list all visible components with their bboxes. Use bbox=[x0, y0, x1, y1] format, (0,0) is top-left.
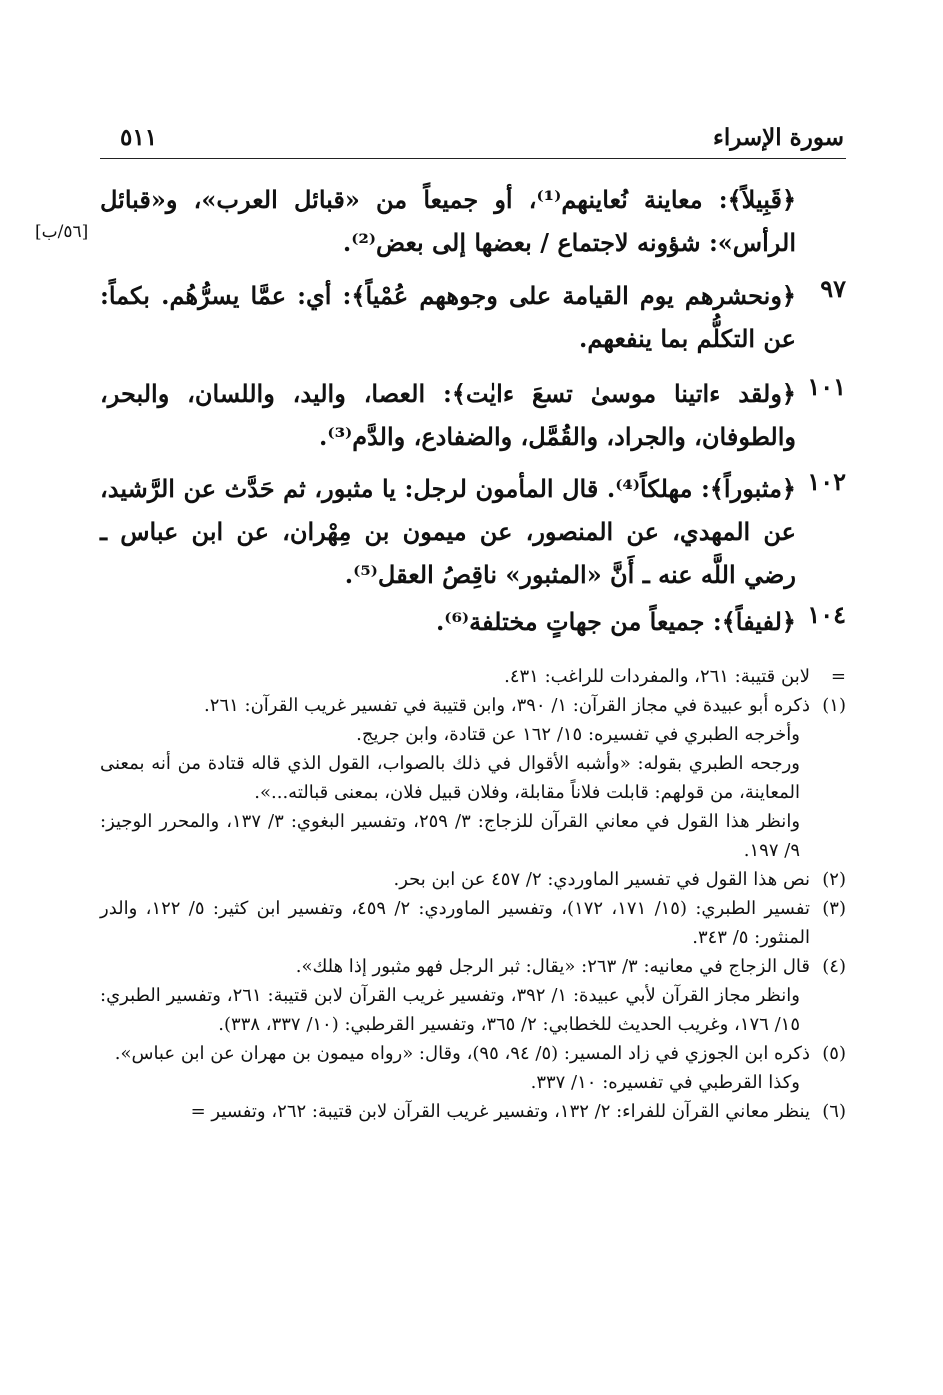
footnote-line: وأخرجه الطبري في تفسيره: ١٥/ ١٦٢ عن قتادة، وابن جريج. bbox=[356, 724, 800, 745]
entry-text: ﴿لفيفاً﴾: جميعاً من جهاتٍ مختلفة⁽⁶⁾. bbox=[435, 607, 796, 636]
footnote-line: ينظر معاني القرآن للفراء: ٢/ ١٣٢، وتفسير غريب القرآن لابن قتيبة: ٢٦٢، وتفسير = bbox=[190, 1101, 810, 1122]
footnote-2 bbox=[100, 865, 846, 894]
footnote-number: (٥) bbox=[822, 1043, 846, 1064]
verse-number: ٩٧ bbox=[820, 274, 846, 303]
footnote-line: وانظر هذا القول في معاني القرآن للزجاج: ٣/ ٢٥٩، وتفسير البغوي: ٣/ ١٣٧، والمحرر الوجيز: ٩/ ١٩٧. bbox=[100, 811, 801, 861]
footnote-1 bbox=[100, 691, 846, 865]
footnote-line: قال الزجاج في معانيه: ٣/ ٢٦٣: «يقال: ثبر الرجل فهو مثبور إذا هلك». bbox=[295, 956, 810, 977]
footnote-line: ذكره ابن الجوزي في زاد المسير: (٥/ ٩٤، ٩٥)، وقال: «رواه ميمون بن مهران عن ابن عباس». bbox=[114, 1043, 810, 1064]
entry-verse-101 bbox=[100, 372, 846, 458]
footnote-number: (١) bbox=[822, 695, 846, 716]
verse-number: ١٠١ bbox=[807, 372, 846, 401]
footnote-3 bbox=[100, 894, 846, 952]
footnote-6 bbox=[100, 1097, 846, 1126]
entry-verse-104 bbox=[100, 600, 846, 643]
footnote-line: نص هذا القول في تفسير الماوردي: ٢/ ٤٥٧ عن ابن بحر. bbox=[393, 869, 810, 890]
entry-text: ﴿ونحشرهم يوم القيامة على وجوههم عُمْياً﴾: أي: عمَّا يسرُّهُم. بكماً: عن التكلُّم بما ينفعهم. bbox=[100, 281, 796, 353]
entry-text: ﴿قَبِيلاً﴾: معاينة نُعاينهم⁽¹⁾، أو جميعاً من «قبائل العرب»، و«قبائل الرأس»: شؤونه لاجتماع / بعضها إلى بعض⁽²⁾. bbox=[100, 185, 797, 257]
verse-number: ١٠٢ bbox=[807, 467, 846, 496]
footnote-4 bbox=[100, 952, 846, 1039]
footnote-5 bbox=[100, 1039, 846, 1097]
manuscript-folio-note: [٥٦/ب] bbox=[35, 222, 89, 242]
entry-text: ﴿مثبوراً﴾: مهلكاً⁽⁴⁾. قال المأمون لرجل: يا مثبور، ثم حَدَّث عن الرَّشيد، عن المهدي، عن المنصور، عن ميمون بن مِهْران، عن ابن عباس ـ رضي اللَّه عنه ـ أَنَّ «المثبور» ناقِصُ العقل⁽⁵⁾. bbox=[100, 474, 796, 589]
footnote-line: وكذا القرطبي في تفسيره: ١٠/ ٣٣٧. bbox=[530, 1072, 800, 1093]
footnote-line: لابن قتيبة: ٢٦١، والمفردات للراغب: ٤٣١. bbox=[504, 666, 810, 687]
surah-title: سورة الإسراء bbox=[713, 124, 844, 151]
footnote-line: ورجحه الطبري بقوله: «وأشبه الأقوال في ذلك بالصواب، القول الذي قاله قتادة من أنه بمعنى المعاينة، من قولهم: قابلت فلاناً مقابلة، وفلان قبيل فلان، بمعنى قبالته...». bbox=[100, 753, 800, 803]
footnote-number: (٤) bbox=[822, 956, 846, 977]
footnote-continuation bbox=[100, 662, 846, 691]
verse-number: ١٠٤ bbox=[807, 600, 846, 629]
footnotes bbox=[100, 662, 846, 1126]
entry-verse-97 bbox=[100, 274, 846, 360]
footnote-number: (٦) bbox=[822, 1101, 846, 1122]
footnote-number: = bbox=[830, 666, 846, 687]
page-header bbox=[100, 118, 846, 159]
footnote-number: (٣) bbox=[822, 898, 846, 919]
footnote-line: تفسير الطبري: (١٥/ ١٧١، ١٧٢)، وتفسير الماوردي: ٢/ ٤٥٩، وتفسير ابن كثير: ٥/ ١٢٢، والدر المنثور: ٥/ ٣٤٣. bbox=[100, 898, 810, 948]
page-number: ٥١١ bbox=[120, 124, 158, 151]
footnote-line: ذكره أبو عبيدة في مجاز القرآن: ١/ ٣٩٠، وابن قتيبة في تفسير غريب القرآن: ٢٦١. bbox=[204, 695, 810, 716]
entry-text: ﴿ولقد ءاتينا موسىٰ تسعَ ءايٰت﴾: العصا، واليد، واللسان، والبحر، والطوفان، والجراد، والقُمَّل، والضفادع، والدَّم⁽³⁾. bbox=[100, 379, 796, 451]
entry-qabila bbox=[100, 178, 846, 264]
entry-verse-102 bbox=[100, 467, 846, 596]
footnote-number: (٢) bbox=[822, 869, 846, 890]
footnote-line: وانظر مجاز القرآن لأبي عبيدة: ١/ ٣٩٢، وتفسير غريب القرآن لابن قتيبة: ٢٦١، وتفسير الطبري: ١٥/ ١٧٦، وغريب الحديث للخطابي: ٢/ ٣٦٥، وتفسير القرطبي: (١٠/ ٣٣٧، ٣٣٨). bbox=[100, 985, 801, 1035]
